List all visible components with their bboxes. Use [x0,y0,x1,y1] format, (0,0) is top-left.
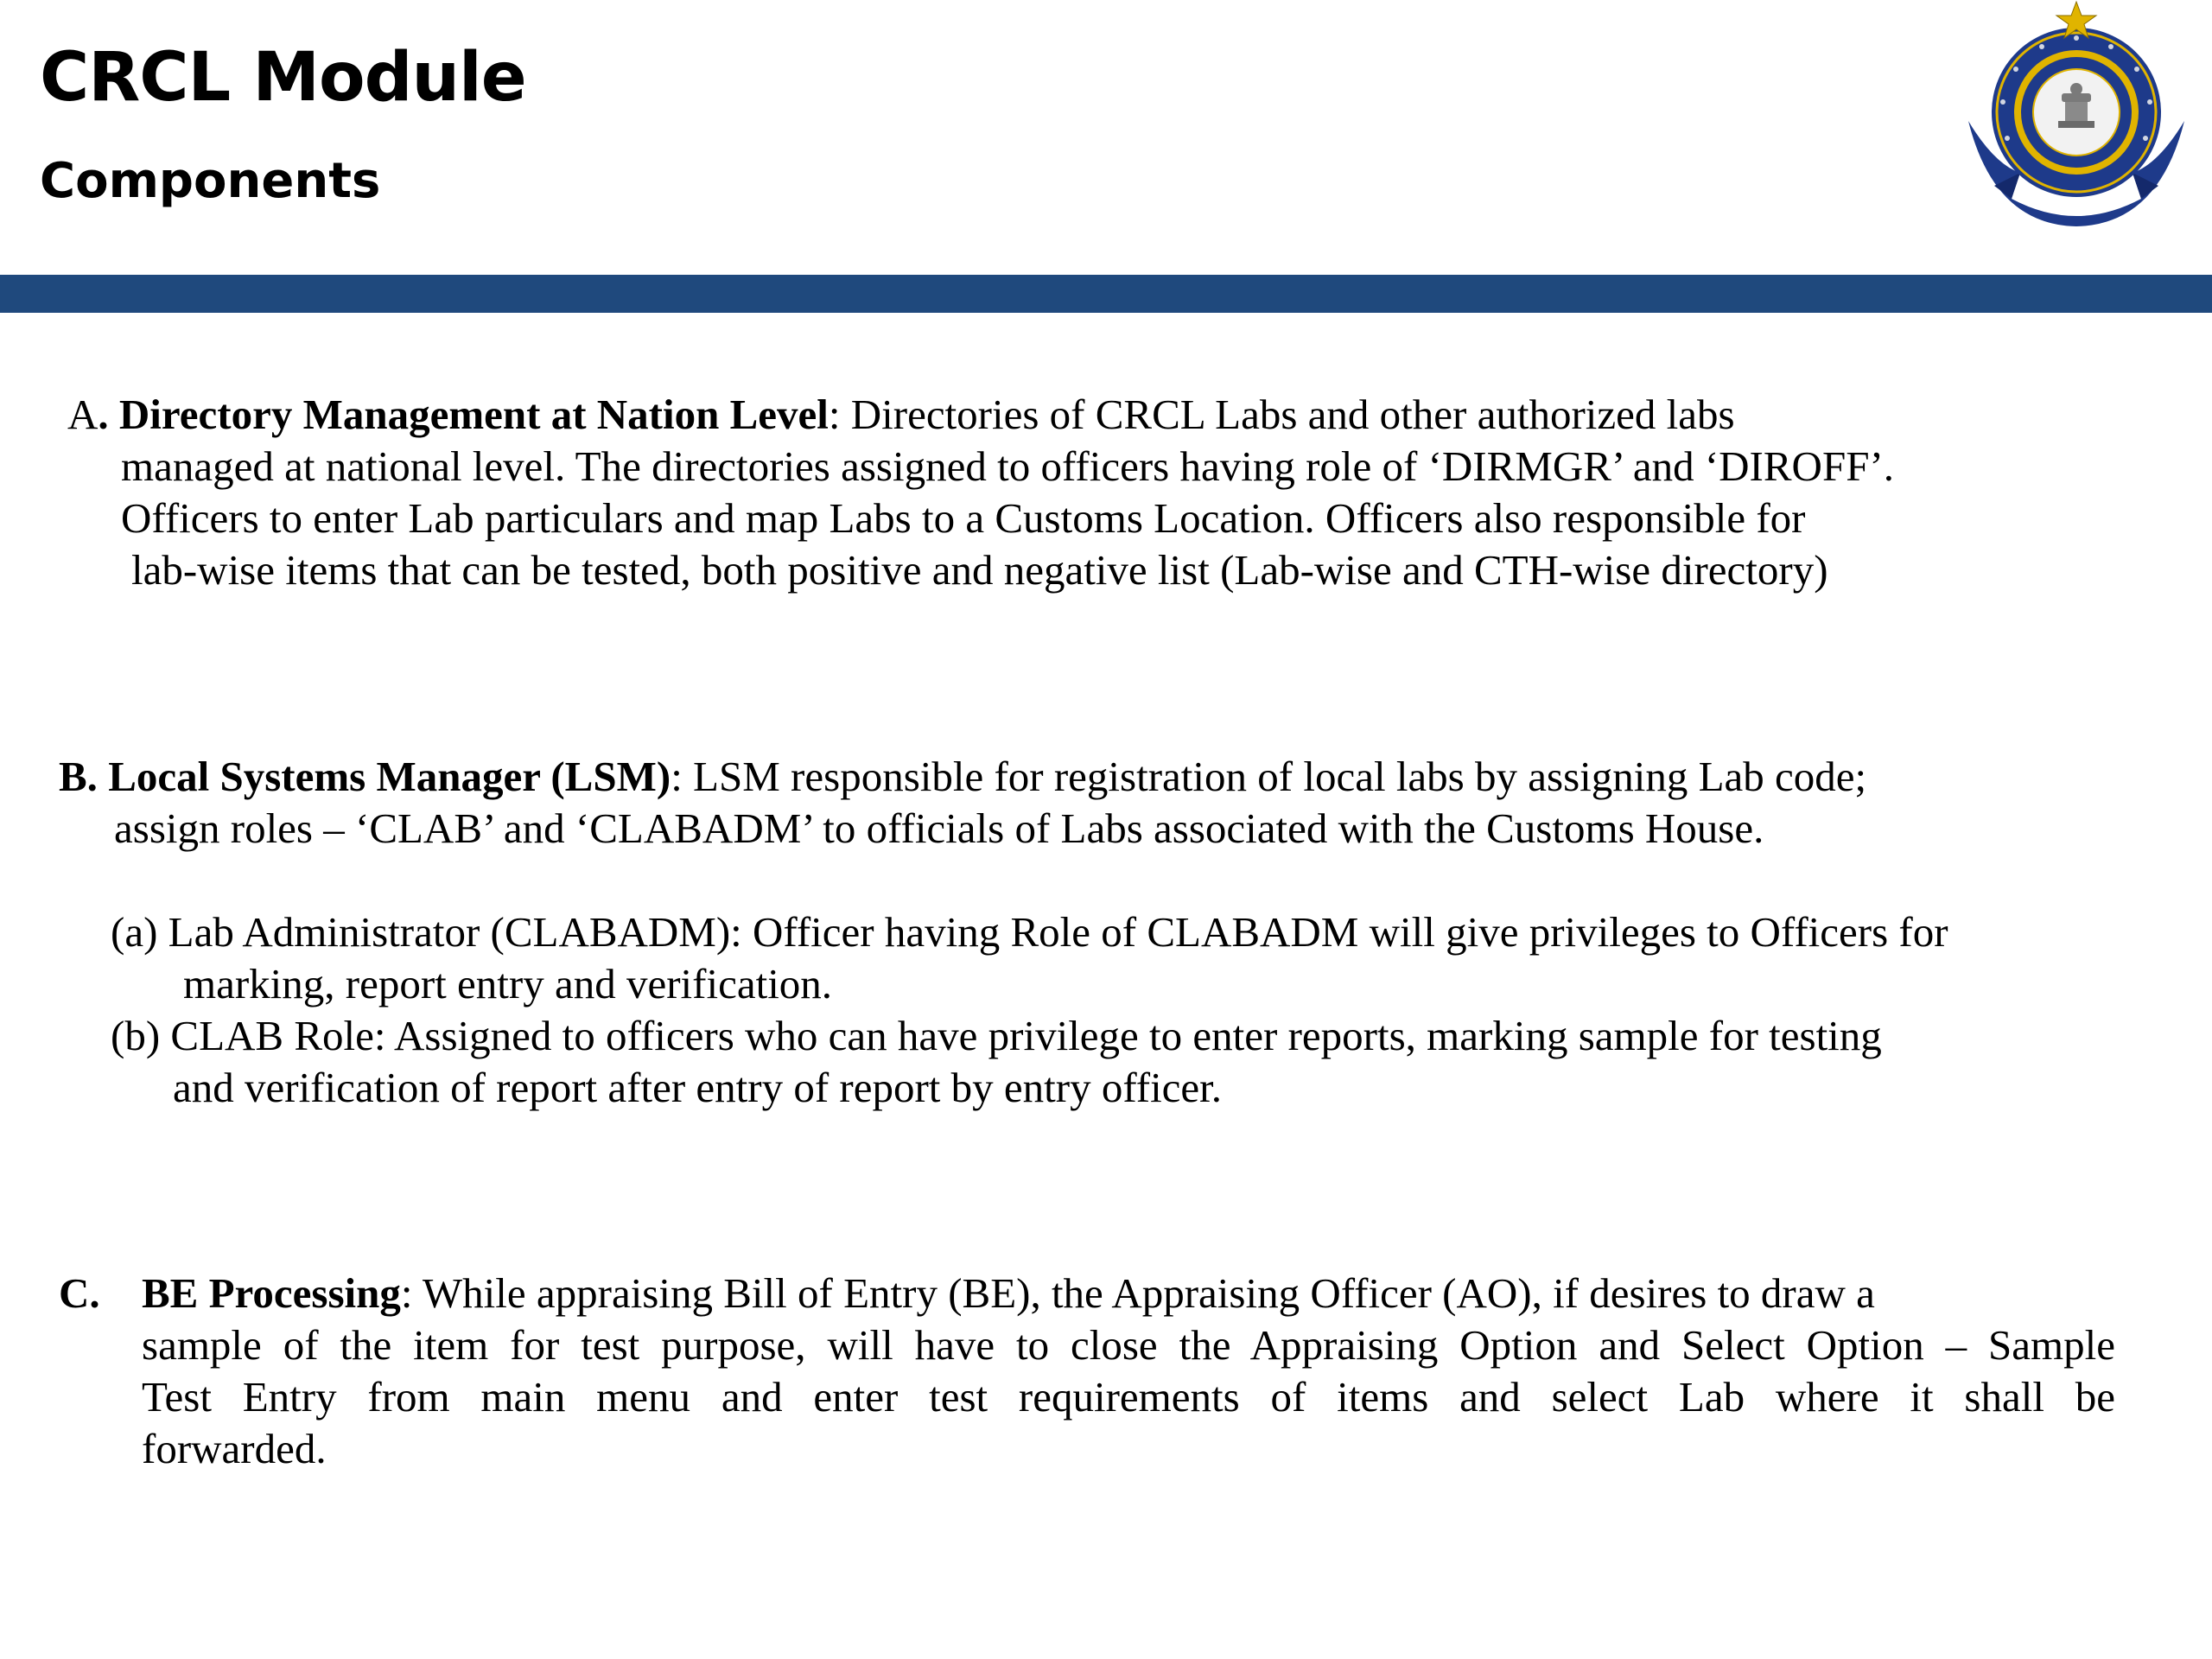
section-a-heading: . Directory Management at Nation Level [98,391,829,438]
section-b-sub-b-line-2: and verification of report after entry of report by entry officer. [173,1064,1223,1111]
section-a-marker: A [67,391,99,438]
section-c [59,1268,2115,1475]
section-c-line-1: C. BE Processing: While appraising Bill of Entry (BE), the Appraising Officer (AO), if desires to draw a [59,1268,2115,1319]
section-b-heading: Local Systems Manager (LSM) [108,753,671,800]
customs-emblem-icon [1960,0,2193,233]
section-a-line-1: A. Directory Management at Nation Level: Directories of CRCL Labs and other authorized labs [67,389,1894,441]
section-b [59,751,1866,855]
section-a-line-3: Officers to enter Lab particulars and map Labs to a Customs Location. Officers also responsible for [121,494,1806,542]
section-b-sub-a [111,906,1948,1010]
section-c-line-4: forwarded. [142,1425,327,1472]
section-b-sub-b [111,1010,1882,1114]
page-subtitle: Components [40,153,381,209]
header-divider-bar [0,275,2212,313]
section-a [67,389,1894,596]
section-b-sub-a-line-2: marking, report entry and verification. [183,960,833,1007]
section-b-sub-b-line-1: (b) CLAB Role: Assigned to officers who can have privilege to enter reports, marking sample for testing [111,1012,1882,1059]
section-c-line-2: sample of the item for test purpose, will have to close the Appraising Option and Select Option – Sample [142,1321,2115,1369]
section-c-line-3: Test Entry from main menu and enter test requirements of items and select Lab where it shall be [142,1373,2115,1421]
section-a-line-4: lab-wise items that can be tested, both positive and negative list (Lab-wise and CTH-wise directory) [131,546,1828,594]
section-c-heading: BE Processing [142,1269,401,1317]
section-b-marker: B. [59,753,98,800]
section-c-marker: C. [59,1269,100,1317]
section-b-line-1: B. Local Systems Manager (LSM): LSM responsible for registration of local labs by assigning Lab code; [59,753,1867,800]
section-a-line-2: managed at national level. The directories assigned to officers having role of ‘DIRMGR’ and ‘DIROFF’. [121,442,1895,490]
page-title: CRCL Module [40,39,526,117]
section-b-line-2: assign roles – ‘CLAB’ and ‘CLABADM’ to officials of Labs associated with the Customs House. [114,804,1764,852]
section-b-sub-a-line-1: (a) Lab Administrator (CLABADM): Officer having Role of CLABADM will give privileges to Officers for [111,908,1948,956]
